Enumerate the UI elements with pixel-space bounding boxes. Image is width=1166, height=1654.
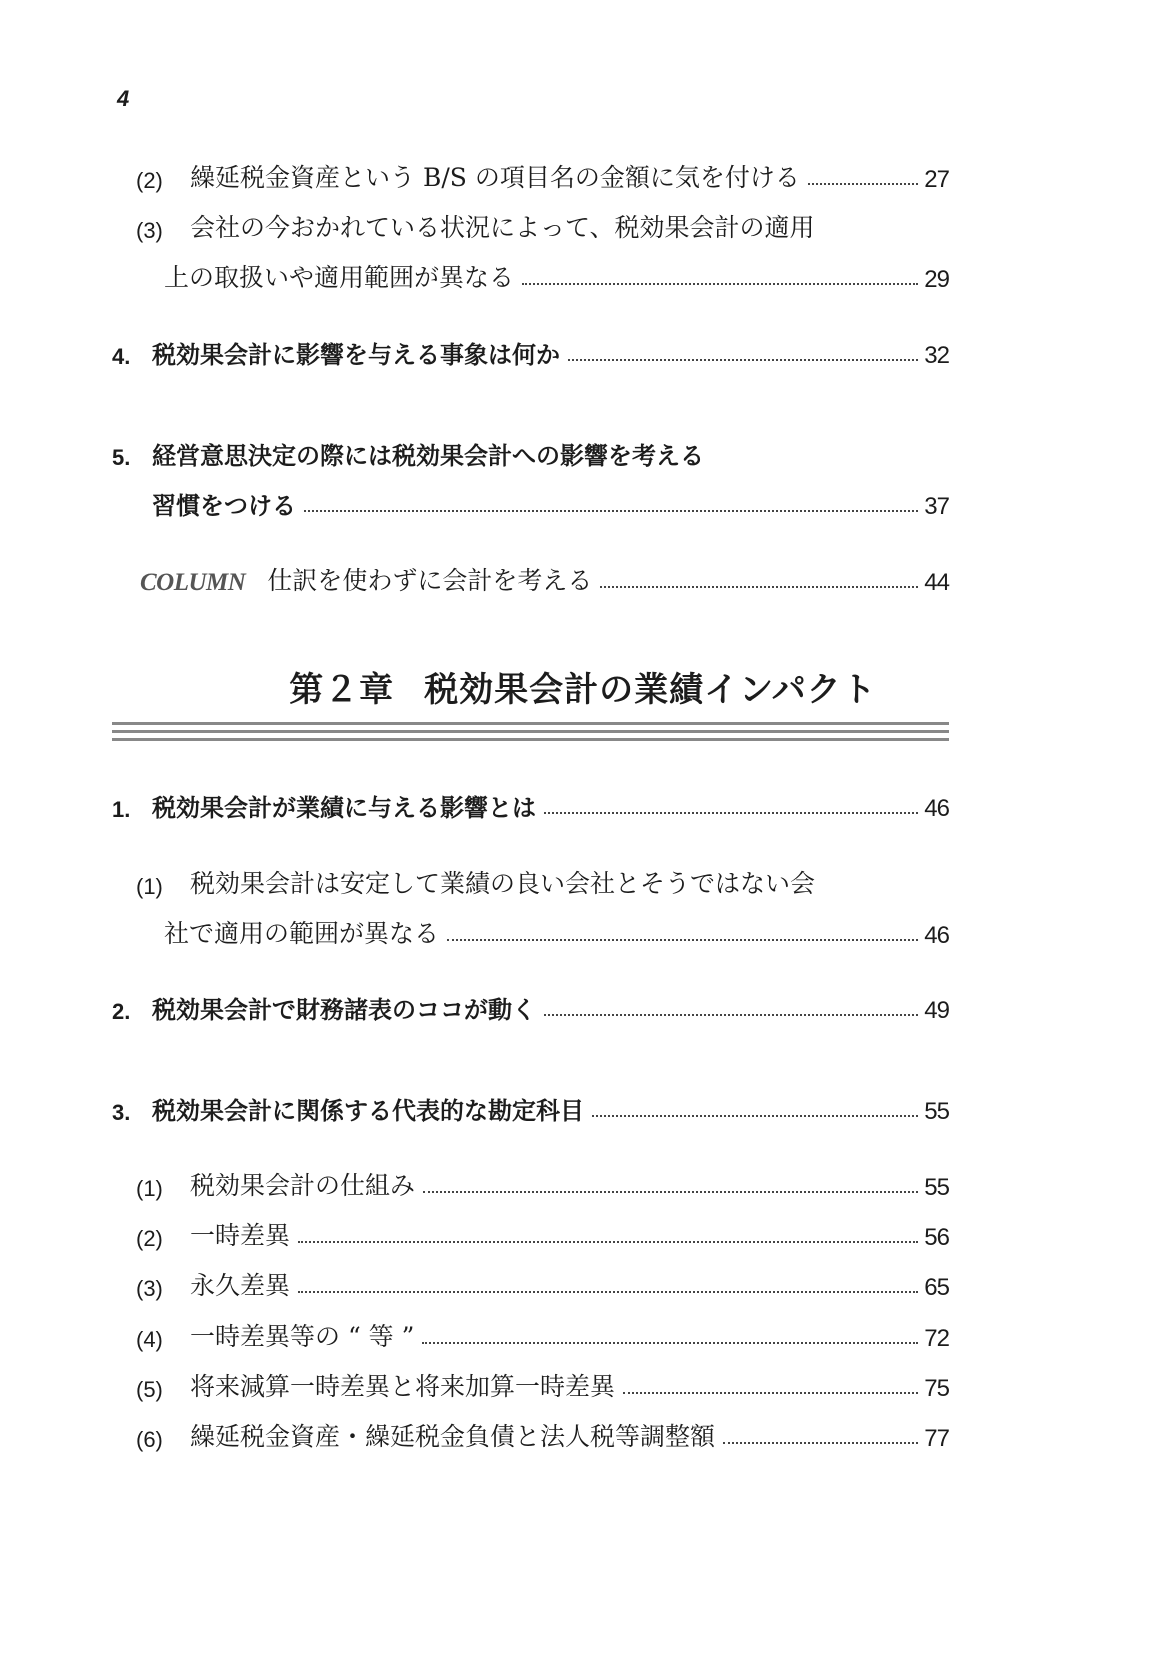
toc-section-page: 37 xyxy=(924,493,949,520)
toc-entry-page: 72 xyxy=(924,1325,949,1352)
toc-entry-number: (1) xyxy=(136,1176,163,1201)
leader-dots xyxy=(600,586,918,588)
leader-dots xyxy=(568,359,918,361)
toc-section[interactable] xyxy=(112,789,949,823)
toc-entry-title: 繰延税金資産という B/S の項目名の金額に気を付ける xyxy=(190,163,800,192)
toc-entry-title: 繰延税金資産・繰延税金負債と法人税等調整額 xyxy=(190,1422,716,1451)
toc-entry[interactable] xyxy=(136,1268,949,1302)
toc-entry-page: 56 xyxy=(924,1224,949,1251)
toc-entry-number: (2) xyxy=(136,168,163,193)
toc-entry-page: 77 xyxy=(924,1425,949,1452)
toc-entry-number: (3) xyxy=(136,1276,163,1301)
toc-entry-number: (3) xyxy=(136,218,163,243)
leader-dots xyxy=(298,1241,918,1243)
toc-column-entry[interactable] xyxy=(140,563,949,597)
toc-section-page: 49 xyxy=(924,997,949,1024)
leader-dots xyxy=(623,1392,918,1394)
leader-dots xyxy=(723,1442,918,1444)
toc-entry-title: 一時差異 xyxy=(190,1221,291,1250)
toc-entry-number: (2) xyxy=(136,1226,163,1251)
divider-rule xyxy=(112,738,949,741)
toc-entry-number: (6) xyxy=(136,1427,163,1452)
toc-section-title: 税効果会計が業績に与える影響とは xyxy=(152,794,536,822)
toc-section-page: 46 xyxy=(924,795,949,822)
toc-entry-title: 税効果会計の仕組み xyxy=(190,1171,416,1200)
divider-rule xyxy=(112,730,949,733)
toc-section-title-cont: 習慣をつける xyxy=(152,492,296,520)
column-title: 仕訳を使わずに会計を考える xyxy=(267,566,593,595)
toc-entry-title: 将来減算一時差異と将来加算一時差異 xyxy=(190,1372,616,1401)
column-page: 44 xyxy=(924,569,949,596)
chapter-title: 税効果会計の業績インパクト xyxy=(424,670,877,710)
toc-section-title: 税効果会計で財務諸表のココが動く xyxy=(152,996,536,1024)
leader-dots xyxy=(298,1291,918,1293)
toc-section-number: 1. xyxy=(112,797,131,822)
leader-dots xyxy=(422,1342,918,1344)
toc-entry-title: 一時差異等の “ 等 ” xyxy=(190,1322,415,1351)
chapter-heading xyxy=(0,662,1166,711)
leader-dots xyxy=(592,1115,918,1117)
leader-dots xyxy=(423,1191,918,1193)
toc-entry-number: (5) xyxy=(136,1377,163,1402)
chapter-label: 第２章 xyxy=(289,670,395,710)
toc-section[interactable] xyxy=(112,336,949,370)
toc-section[interactable] xyxy=(112,991,949,1025)
toc-section-page: 32 xyxy=(924,342,949,369)
toc-entry[interactable] xyxy=(136,1319,949,1353)
divider-rule xyxy=(112,722,949,725)
toc-entry[interactable] xyxy=(136,1168,949,1202)
toc-entry[interactable] xyxy=(136,1419,949,1453)
toc-entry[interactable] xyxy=(136,1369,949,1403)
toc-entry-title: 税効果会計は安定して業績の良い会社とそうではない会 xyxy=(190,869,816,898)
leader-dots xyxy=(808,183,918,185)
toc-entry-title-cont: 社で適用の範囲が異なる xyxy=(164,919,440,948)
leader-dots xyxy=(522,283,918,285)
toc-entry-number: (1) xyxy=(136,874,163,899)
toc-entry-page: 55 xyxy=(924,1174,949,1201)
toc-entry[interactable] xyxy=(136,210,949,244)
toc-entry-number: (4) xyxy=(136,1327,163,1352)
toc-entry-continued[interactable] xyxy=(164,916,949,950)
toc-section-number: 3. xyxy=(112,1100,131,1125)
toc-entry-continued[interactable] xyxy=(164,260,949,294)
toc-section-title: 経営意思決定の際には税効果会計への影響を考える xyxy=(152,442,704,470)
leader-dots xyxy=(544,812,918,814)
toc-entry-page: 75 xyxy=(924,1375,949,1402)
page-number: 4 xyxy=(117,86,130,111)
leader-dots xyxy=(304,510,918,512)
toc-section[interactable] xyxy=(112,437,949,471)
toc-entry-title-cont: 上の取扱いや適用範囲が異なる xyxy=(164,263,515,292)
column-label: COLUMN xyxy=(140,569,246,596)
toc-section-title: 税効果会計に関係する代表的な勘定科目 xyxy=(152,1097,584,1125)
toc-section-number: 2. xyxy=(112,999,131,1024)
toc-entry-page: 65 xyxy=(924,1274,949,1301)
toc-entry[interactable] xyxy=(136,1218,949,1252)
leader-dots xyxy=(447,939,918,941)
toc-entry-title: 会社の今おかれている状況によって、税効果会計の適用 xyxy=(190,213,815,242)
toc-entry-title: 永久差異 xyxy=(190,1271,291,1300)
toc-section-title: 税効果会計に影響を与える事象は何か xyxy=(152,341,560,369)
toc-section-number: 4. xyxy=(112,344,131,369)
toc-section[interactable] xyxy=(112,1092,949,1126)
toc-section-continued[interactable] xyxy=(152,487,949,521)
toc-entry-page: 27 xyxy=(924,166,949,193)
toc-entry-page: 29 xyxy=(924,266,949,293)
toc-section-page: 55 xyxy=(924,1098,949,1125)
toc-section-number: 5. xyxy=(112,445,131,470)
toc-entry[interactable] xyxy=(136,160,949,194)
toc-entry-page: 46 xyxy=(924,922,949,949)
leader-dots xyxy=(544,1014,918,1016)
toc-entry[interactable] xyxy=(136,866,949,900)
